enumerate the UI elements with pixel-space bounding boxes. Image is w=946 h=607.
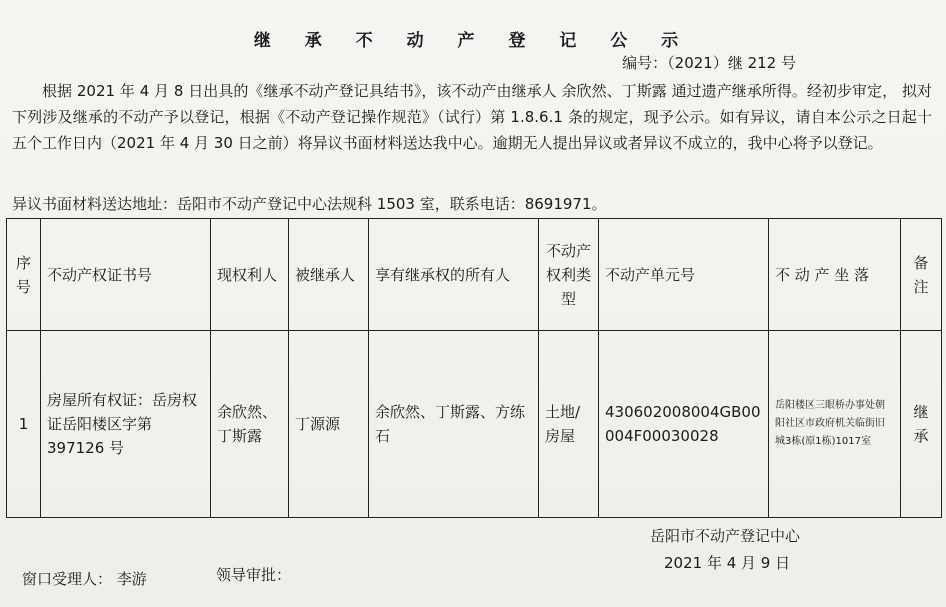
document-number: 编号：（2021）继 212 号 (622, 54, 796, 72)
header-seq: 序号 (7, 219, 41, 331)
cell-holder: 余欣然、丁斯露 (211, 331, 289, 518)
notice-body (12, 78, 932, 156)
document-title: 继 承 不 动 产 登 记 公 示 (253, 31, 693, 51)
notice-paragraph: 根据 2021 年 4 月 8 日出具的《继承不动产登记具结书》，该不动产由继承人 余欣然、丁斯露 通过遗产继承所得。经初步审定， 拟对下列涉及继承的不动产予以登记，根据《不动产登记操作规范》（试行）第 1.8.6.1 条的规定，现予公示。如有异议，请自本公示之日起十五个工作日内（2021 年 4 月 30 日之前）将异议书面材料送达我中心。逾期无人提出异议或者异议不成立的，我中心将予以登记。 (12, 82, 932, 152)
inheritance-table (6, 218, 942, 518)
header-heirs: 享有继承权的所有人 (369, 219, 539, 331)
cell-seq: 1 (7, 331, 41, 518)
issuing-organization: 岳阳市不动产登记中心 (650, 527, 801, 545)
header-right-type: 不动产权利类型 (539, 219, 599, 331)
header-unit-no: 不动产单元号 (599, 219, 769, 331)
table-row (7, 331, 942, 518)
issue-date: 2021 年 4 月 9 日 (664, 554, 791, 572)
window-clerk: 窗口受理人： 李游 (22, 570, 147, 588)
header-cert-no: 不动产权证书号 (41, 219, 211, 331)
header-decedent: 被继承人 (289, 219, 369, 331)
header-location: 不 动 产 坐 落 (769, 219, 901, 331)
objection-address-line: 异议书面材料送达地址：岳阳市不动产登记中心法规科 1503 室，联系电话：8691971。 (12, 195, 607, 213)
cell-heirs: 余欣然、丁斯露、方练石 (369, 331, 539, 518)
header-remark: 备注 (901, 219, 942, 331)
header-holder: 现权利人 (211, 219, 289, 331)
cell-decedent: 丁源源 (289, 331, 369, 518)
cell-unit-no: 430602008004GB00004F00030028 (599, 331, 769, 518)
leader-approval: 领导审批： (216, 566, 292, 584)
table-header-row (7, 219, 942, 331)
cell-location: 岳阳楼区三眼桥办事处朝阳社区市政府机关临街旧城3栋(原1栋)1017室 (769, 331, 901, 518)
cell-right-type: 土地/房屋 (539, 331, 599, 518)
cell-cert-no: 房屋所有权证：岳房权证岳阳楼区字第 397126 号 (41, 331, 211, 518)
cell-remark: 继承 (901, 331, 942, 518)
